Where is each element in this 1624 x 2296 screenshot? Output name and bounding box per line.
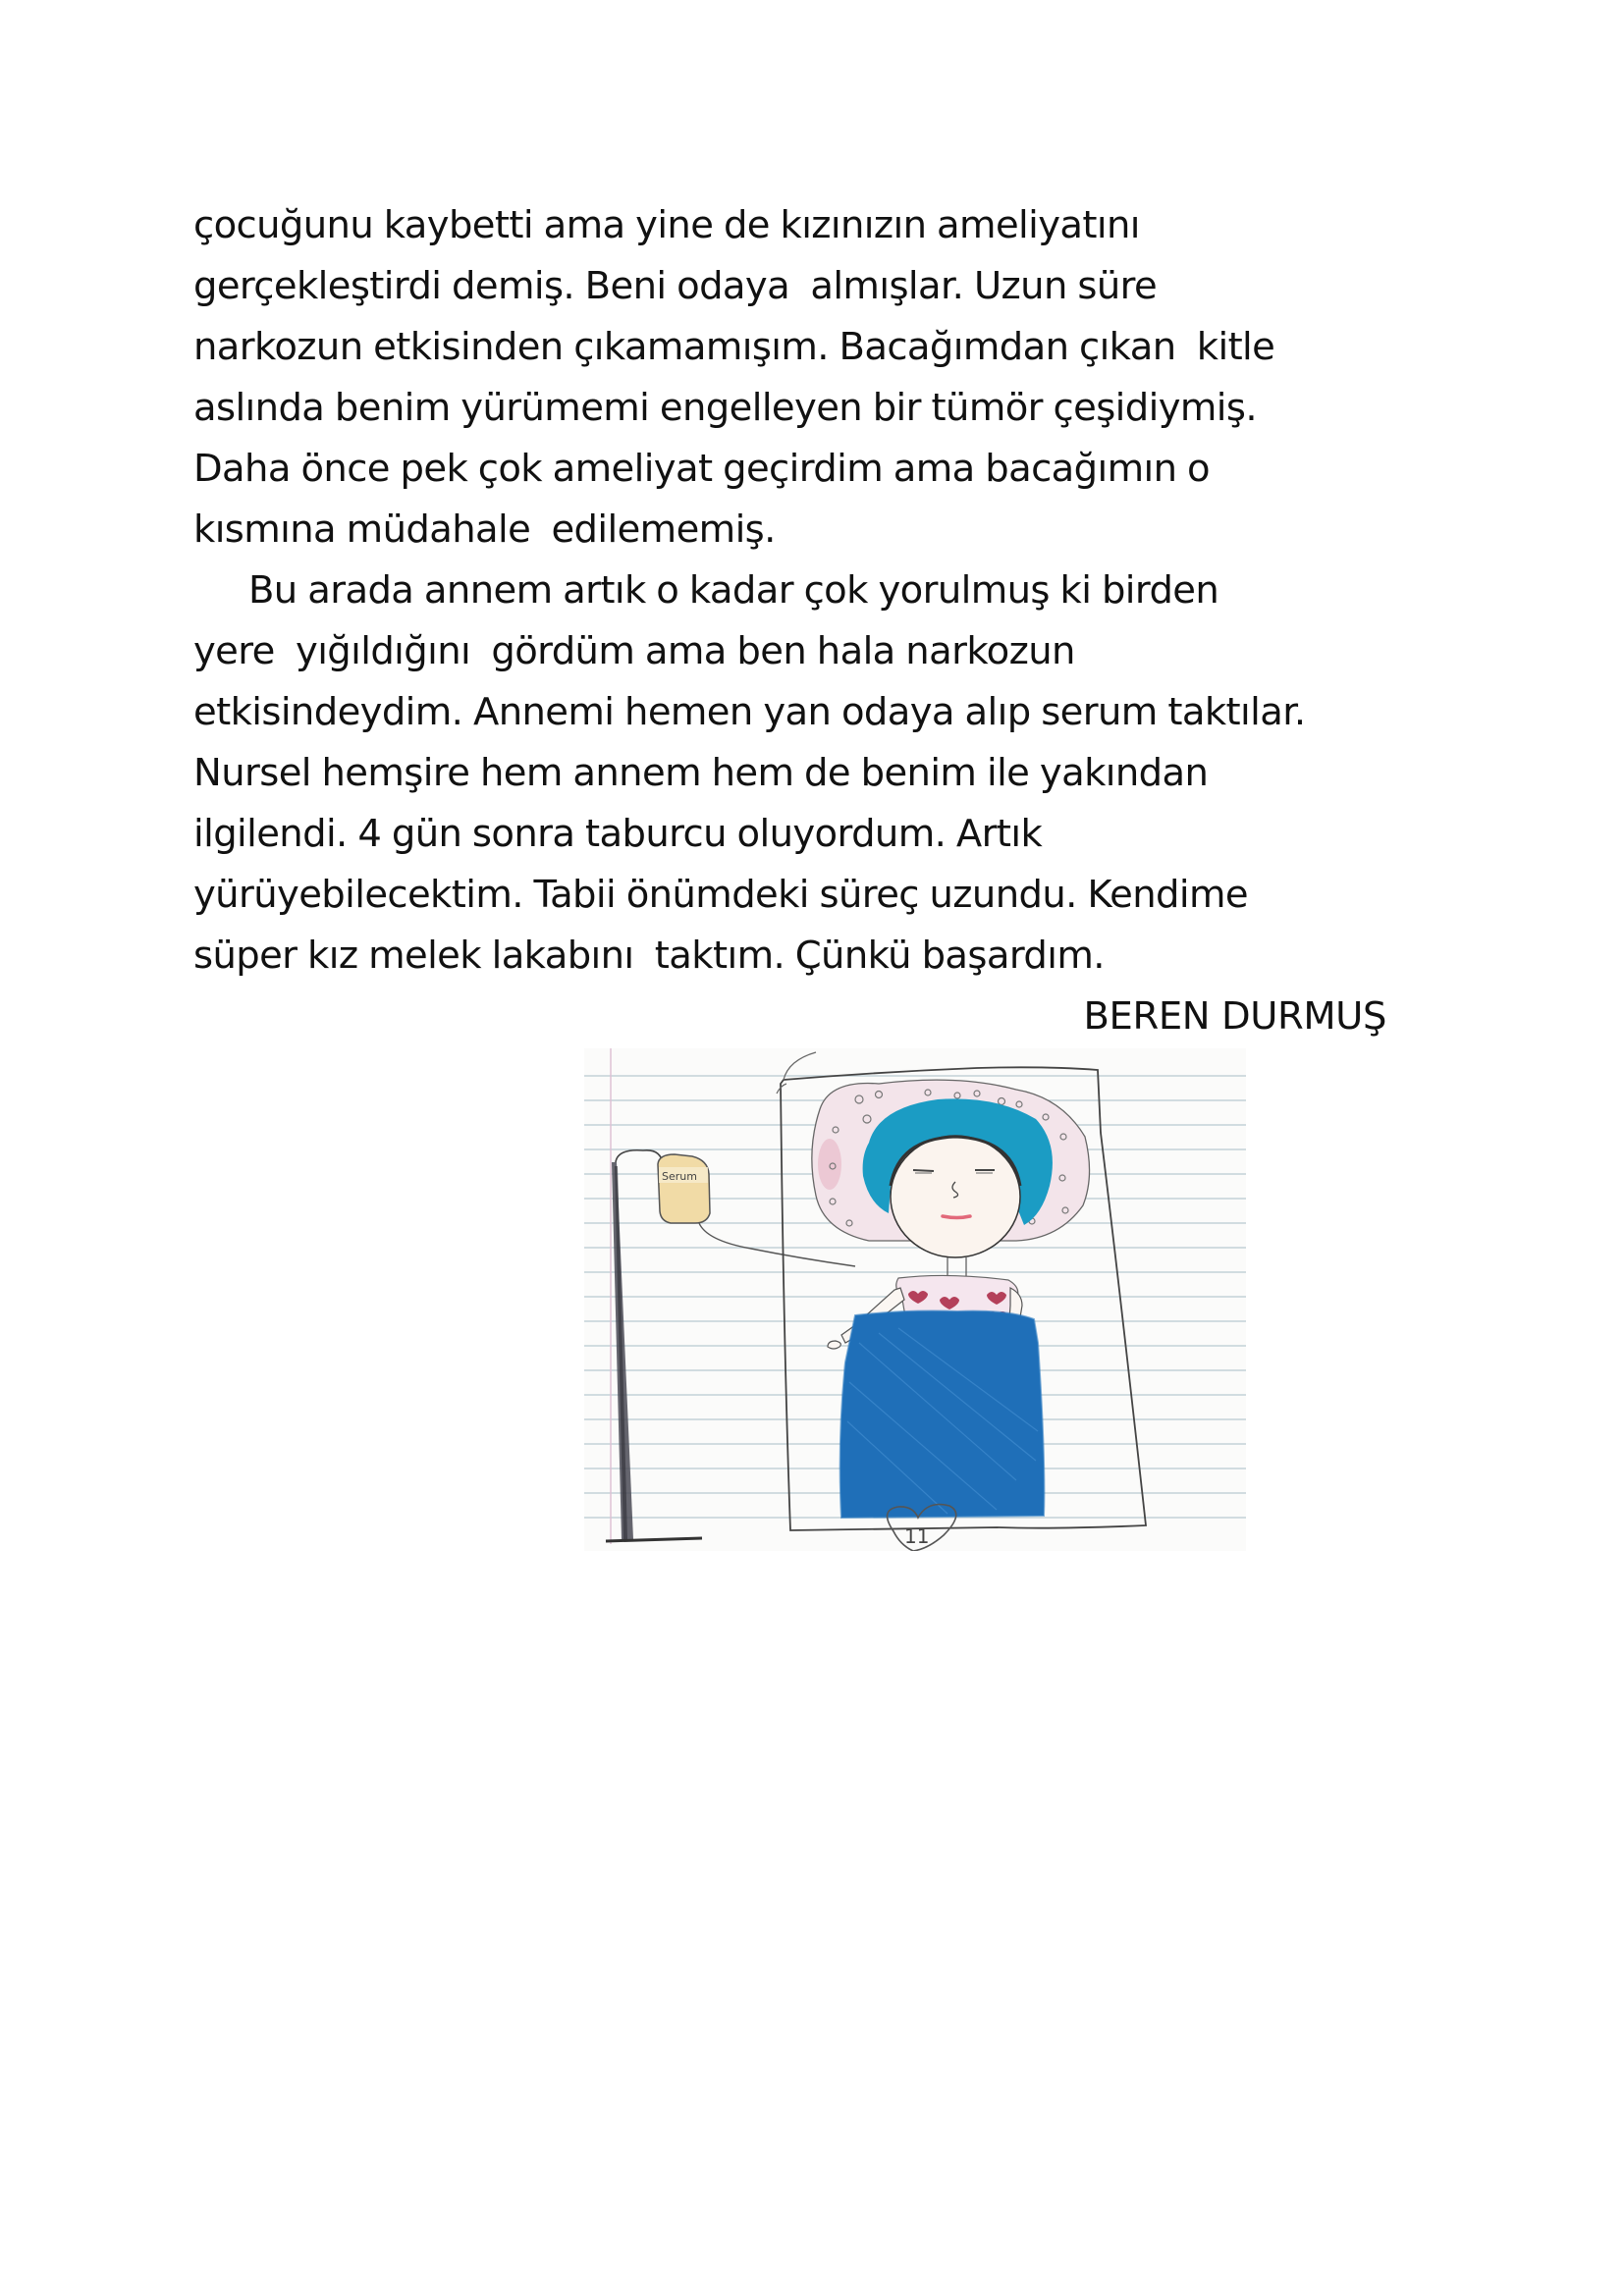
text-line: Nursel hemşire hem annem hem de benim ile yakından — [193, 751, 1209, 795]
text-line: aslında benim yürümemi engelleyen bir tümör çeşidiymiş. — [193, 386, 1257, 430]
text-line: çocuğunu kaybetti ama yine de kızınızın ameliyatını — [193, 203, 1140, 247]
text-line: yürüyebilecektim. Tabii önümdeki süreç uzundu. Kendime — [193, 873, 1248, 917]
text-line-indented: Bu arada annem artık o kadar çok yorulmuş ki birden — [248, 568, 1219, 613]
text-line: Daha önce pek çok ameliyat geçirdim ama bacağımın o — [193, 447, 1210, 491]
blanket-icon — [840, 1311, 1045, 1519]
text-line: kısmına müdahale edilememiş. — [193, 507, 776, 552]
text-line: süper kız melek lakabını taktım. Çünkü başardım. — [193, 934, 1105, 978]
hospital-bed-drawing — [584, 1048, 1246, 1551]
author-signature: BEREN DURMUŞ — [1083, 994, 1386, 1039]
text-line: narkozun etkisinden çıkamamışım. Bacağımdan çıkan kitle — [193, 325, 1275, 369]
child-drawing-illustration — [584, 1048, 1246, 1551]
text-line: gerçekleştirdi demiş. Beni odaya almışlar. Uzun süre — [193, 264, 1158, 308]
text-line: yere yığıldığını gördüm ama ben hala narkozun — [193, 629, 1075, 673]
text-line: ilgilendi. 4 gün sonra taburcu oluyordum. Artık — [193, 812, 1043, 856]
heart-label: 11 — [904, 1524, 930, 1548]
text-line: etkisindeydim. Annemi hemen yan odaya alıp serum taktılar. — [193, 690, 1306, 734]
iv-bag-label: Serum — [662, 1170, 697, 1183]
